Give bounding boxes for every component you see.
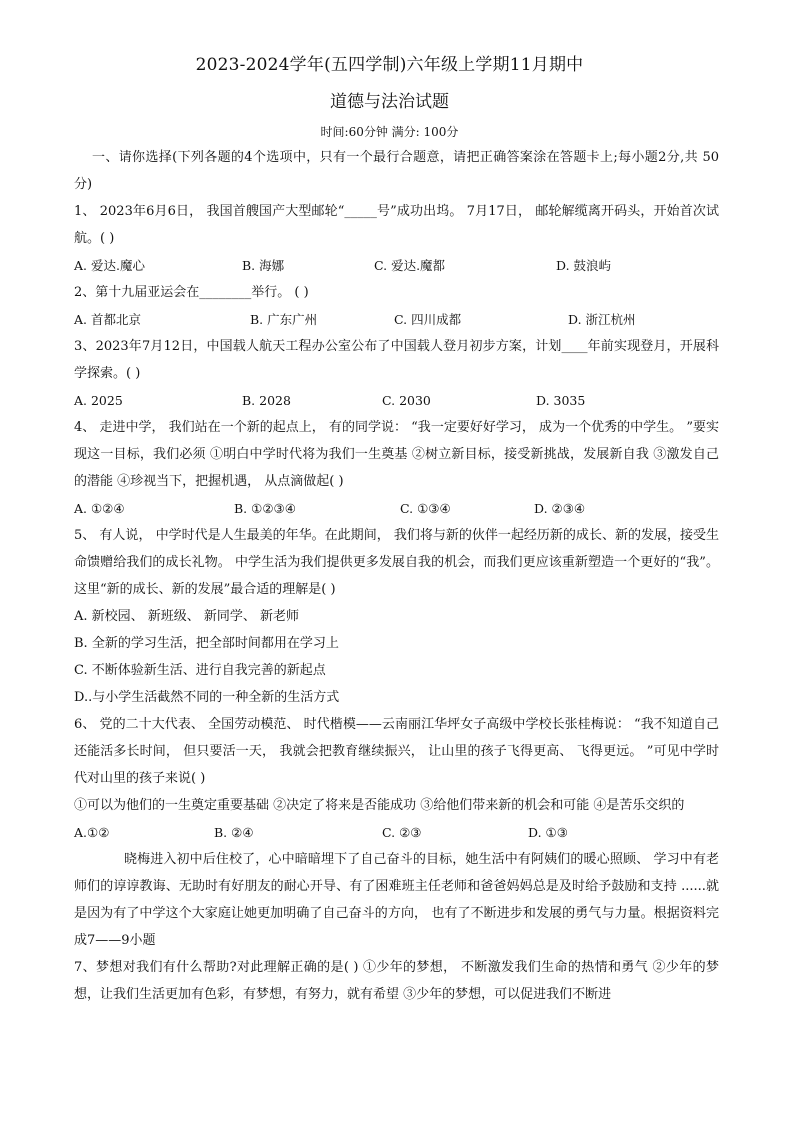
question-6-options [74,819,719,846]
option-d: D. 3035 [536,393,586,408]
option-a: A. 首都北京 [74,312,141,327]
option-a: A. 新校园、 新班级、 新同学、 新老师 [74,609,300,624]
option-d: D. 鼓浪屿 [556,258,612,273]
question-4-options [74,495,719,522]
option-c: C. 不断体验新生活、进行自我完善的新起点 [74,663,326,678]
option-b: B. 2028 [242,393,291,408]
option-d: D. ①③ [528,825,568,840]
option-b: B. ①②③④ [234,501,296,516]
option-a: A. ①②④ [74,501,125,516]
option-a: A.①② [74,825,110,840]
question-6-statements: ①可以为他们的一生奠定重要基础 ②决定了将来是否能成功 ③给他们带来新的机会和可能 ④是苦乐交织的 [74,798,685,813]
option-c: C. 四川成都 [394,312,462,327]
option-d: D..与小学生活截然不同的一种全新的生活方式 [74,690,340,705]
section-instruction: 一、请你选择(下列各题的4个选项中，只有一个最行合题意，请把正确答案涂在答题卡上;每小题2分,共 50 分) [74,150,719,192]
question-5-stem: 5、 有人说， 中学时代是人生最美的年华。在此期间， 我们将与新的伙伴一起经历新的成长、新的发展，接受生命馈赠给我们的成长礼物。 中学生活为我们提供更多发展自我的机会，而我们更应该重新塑造一个更好的“我”。这里“新的成长、新的发展”最合适的理解是( ) [74,528,719,597]
option-a: A. 2025 [74,393,123,408]
reading-passage: 晓梅进入初中后住校了，心中暗暗埋下了自己奋斗的目标，她生活中有阿姨们的暖心照顾、 学习中有老师们的谆谆教诲、无助时有好朋友的耐心开导、有了困难班主任老师和爸爸妈妈总是及时给予鼓励和支持 ......就是因为有了中学这个大家庭让她更加明确了自己奋斗的方向， 也有了不断进步和发展的勇气与力量。根据资料完成7——9小题 [74,852,719,948]
option-b: B. 海娜 [242,258,285,273]
option-a: A. 爱达.魔心 [74,258,145,273]
question-2-options [74,306,719,333]
option-d: D. ②③④ [534,501,586,516]
option-c: C. ①③④ [400,501,451,516]
question-3-options [74,387,719,414]
question-6-stem: 6、 党的二十大代表、 全国劳动模范、 时代楷模——云南丽江华坪女子高级中学校长张桂梅说： “我不知道自己还能活多长时间， 但只要活一天， 我就会把教育继续振兴， 让山里的孩子飞得更高、 飞得更远。 ”可见中学时代对山里的孩子来说( ) [74,717,719,786]
question-7-stem: 7、梦想对我们有什么帮助?对此理解正确的是( ) ①少年的梦想， 不断激发我们生命的热情和勇气 ②少年的梦想，让我们生活更加有色彩，有梦想，有努力，就有希望 ③少年的梦想，可以促进我们不断进 [74,960,719,1002]
question-4-stem: 4、 走进中学， 我们站在一个新的起点上， 有的同学说： “我一定要好好学习， 成为一个优秀的中学生。 ”要实现这一目标，我们必须 ①明白中学时代将为我们一生奠基 ②树立新目标，接受新挑战，发展新自我 ③激发自己的潜能 ④珍视当下，把握机遇， 从点滴做起( ) [74,420,719,489]
exam-meta: 时间:60分钟 满分: 100分 [320,125,459,139]
question-1-options [74,252,719,279]
option-b: B. 全新的学习生活，把全部时间都用在学习上 [74,636,339,651]
option-b: B. ②④ [214,825,254,840]
question-1-stem: 1、 2023年6月6日， 我国首艘国产大型邮轮“_____号”成功出坞。 7月17日， 邮轮解缆离开码头，开始首次试航。( ) [74,204,719,246]
option-b: B. 广东广州 [250,312,318,327]
question-3-stem: 3、2023年7月12日，中国载人航天工程办公室公布了中国载人登月初步方案，计划____年前实现登月，开展科学探索。( ) [74,339,719,381]
option-c: C. 2030 [382,393,431,408]
option-c: C. ②③ [382,825,422,840]
exam-title: 2023-2024学年(五四学制)六年级上学期11月期中 [195,55,584,75]
question-2-stem: 2、第十九届亚运会在________举行。 ( ) [74,285,309,300]
exam-subtitle: 道德与法治试题 [330,92,449,112]
option-c: C. 爱达.魔都 [374,258,446,273]
option-d: D. 浙江杭州 [568,312,636,327]
